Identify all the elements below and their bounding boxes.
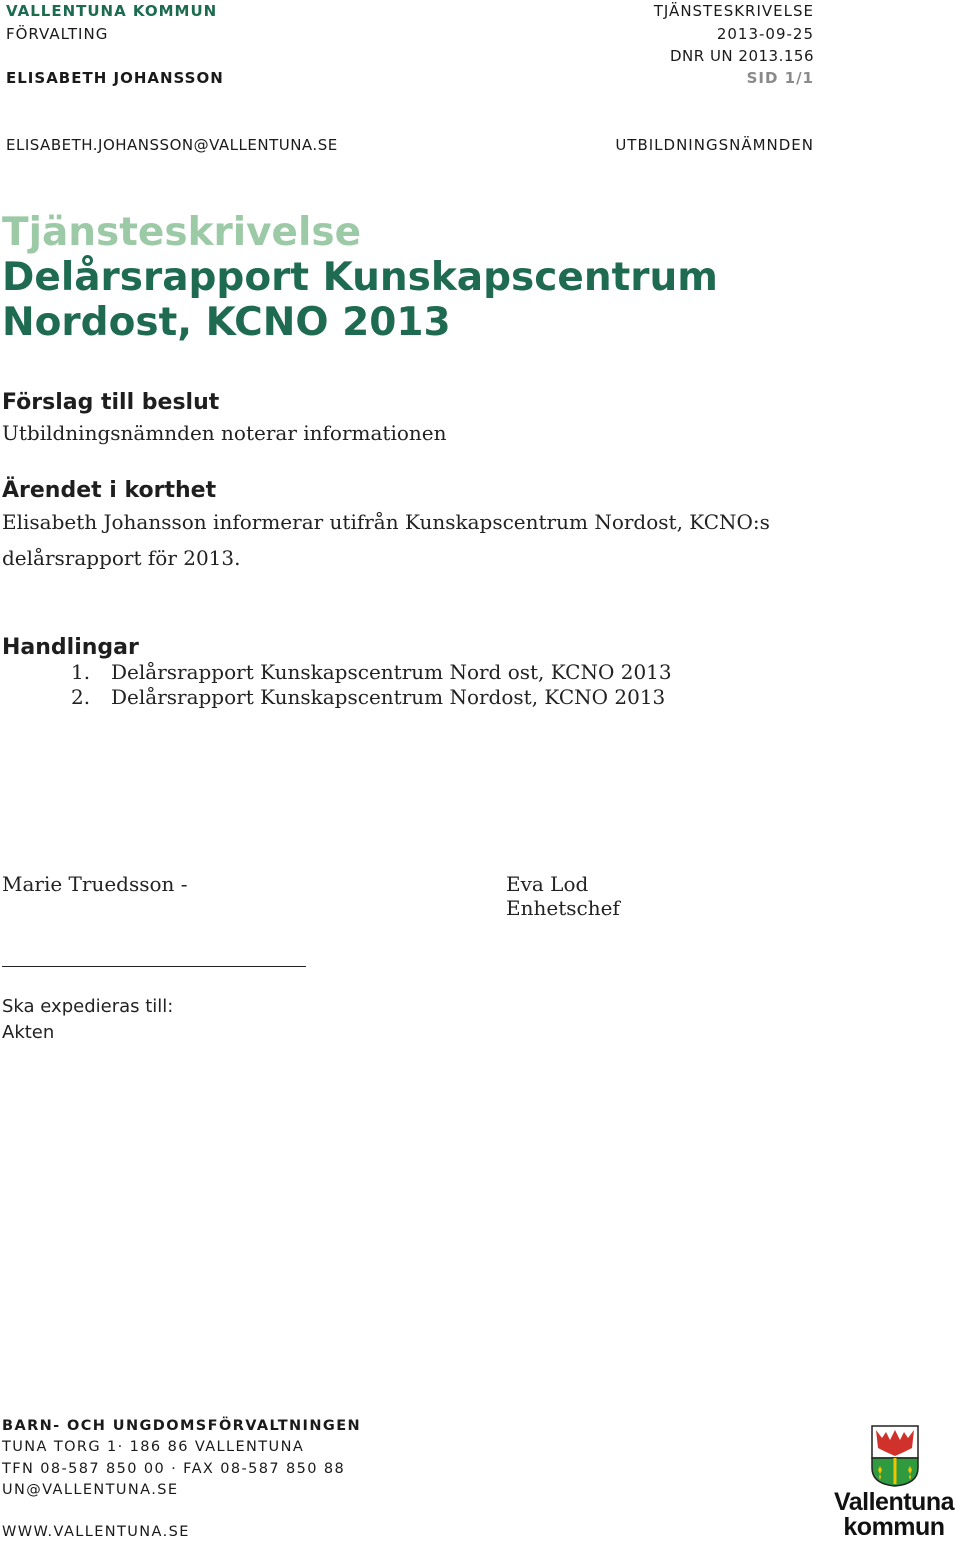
distribution-recipient: Akten xyxy=(2,1022,55,1043)
footer-address: TUNA TORG 1· 186 86 VALLENTUNA xyxy=(2,1439,305,1455)
signer-right-name: Eva Lod xyxy=(506,872,589,896)
recipient-board: UTBILDNINGSNÄMNDEN xyxy=(615,136,814,154)
summary-heading: Ärendet i korthet xyxy=(2,478,217,503)
title-line-1: Delårsrapport Kunskapscentrum xyxy=(2,255,718,300)
list-item-number: 2. xyxy=(71,685,91,709)
author-email: ELISABETH.JOHANSSON@VALLENTUNA.SE xyxy=(6,136,338,154)
footer-org: BARN- OCH UNGDOMSFÖRVALTNINGEN xyxy=(2,1418,362,1434)
list-item xyxy=(71,685,691,710)
diary-number: DNR UN 2013.156 xyxy=(669,47,814,65)
documents-heading: Handlingar xyxy=(2,635,139,660)
document-date: 2013-09-25 xyxy=(716,25,814,43)
list-item-text: Delårsrapport Kunskapscentrum Nordost, KCNO 2013 xyxy=(111,685,666,709)
distribution-label: Ska expedieras till: xyxy=(2,996,174,1017)
footer-web: WWW.VALLENTUNA.SE xyxy=(2,1524,190,1540)
documents-list xyxy=(71,660,691,710)
logo-text-line-1: Vallentuna xyxy=(833,1488,955,1516)
vallentuna-logo xyxy=(828,1420,960,1539)
title-kind: Tjänsteskrivelse xyxy=(2,210,362,255)
org-name: VALLENTUNA KOMMUN xyxy=(6,2,218,20)
department: FÖRVALTING xyxy=(6,25,109,43)
list-item-text: Delårsrapport Kunskapscentrum Nord ost, KCNO 2013 xyxy=(111,660,672,684)
signature-divider xyxy=(2,966,306,967)
signer-right-title: Enhetschef xyxy=(506,896,620,920)
title-line-2: Nordost, KCNO 2013 xyxy=(2,300,451,345)
coat-of-arms-icon xyxy=(870,1424,920,1488)
footer-phone: TFN 08-587 850 00 · FAX 08-587 850 88 xyxy=(2,1461,346,1477)
author-name: ELISABETH JOHANSSON xyxy=(6,69,224,87)
proposal-heading: Förslag till beslut xyxy=(2,390,220,415)
proposal-text: Utbildningsnämnden noterar informationen xyxy=(2,421,447,445)
summary-line-1: Elisabeth Johansson informerar utifrån Kunskapscentrum Nordost, KCNO:s xyxy=(2,510,770,534)
list-item-number: 1. xyxy=(71,660,91,684)
signer-left-name: Marie Truedsson - xyxy=(2,872,188,896)
footer-email: UN@VALLENTUNA.SE xyxy=(2,1482,179,1498)
summary-line-2: delårsrapport för 2013. xyxy=(2,546,241,570)
logo-text-line-2: kommun xyxy=(843,1513,945,1541)
page-number: SID 1/1 xyxy=(746,69,814,87)
list-item xyxy=(71,660,691,685)
document-type: TJÄNSTESKRIVELSE xyxy=(653,2,814,20)
